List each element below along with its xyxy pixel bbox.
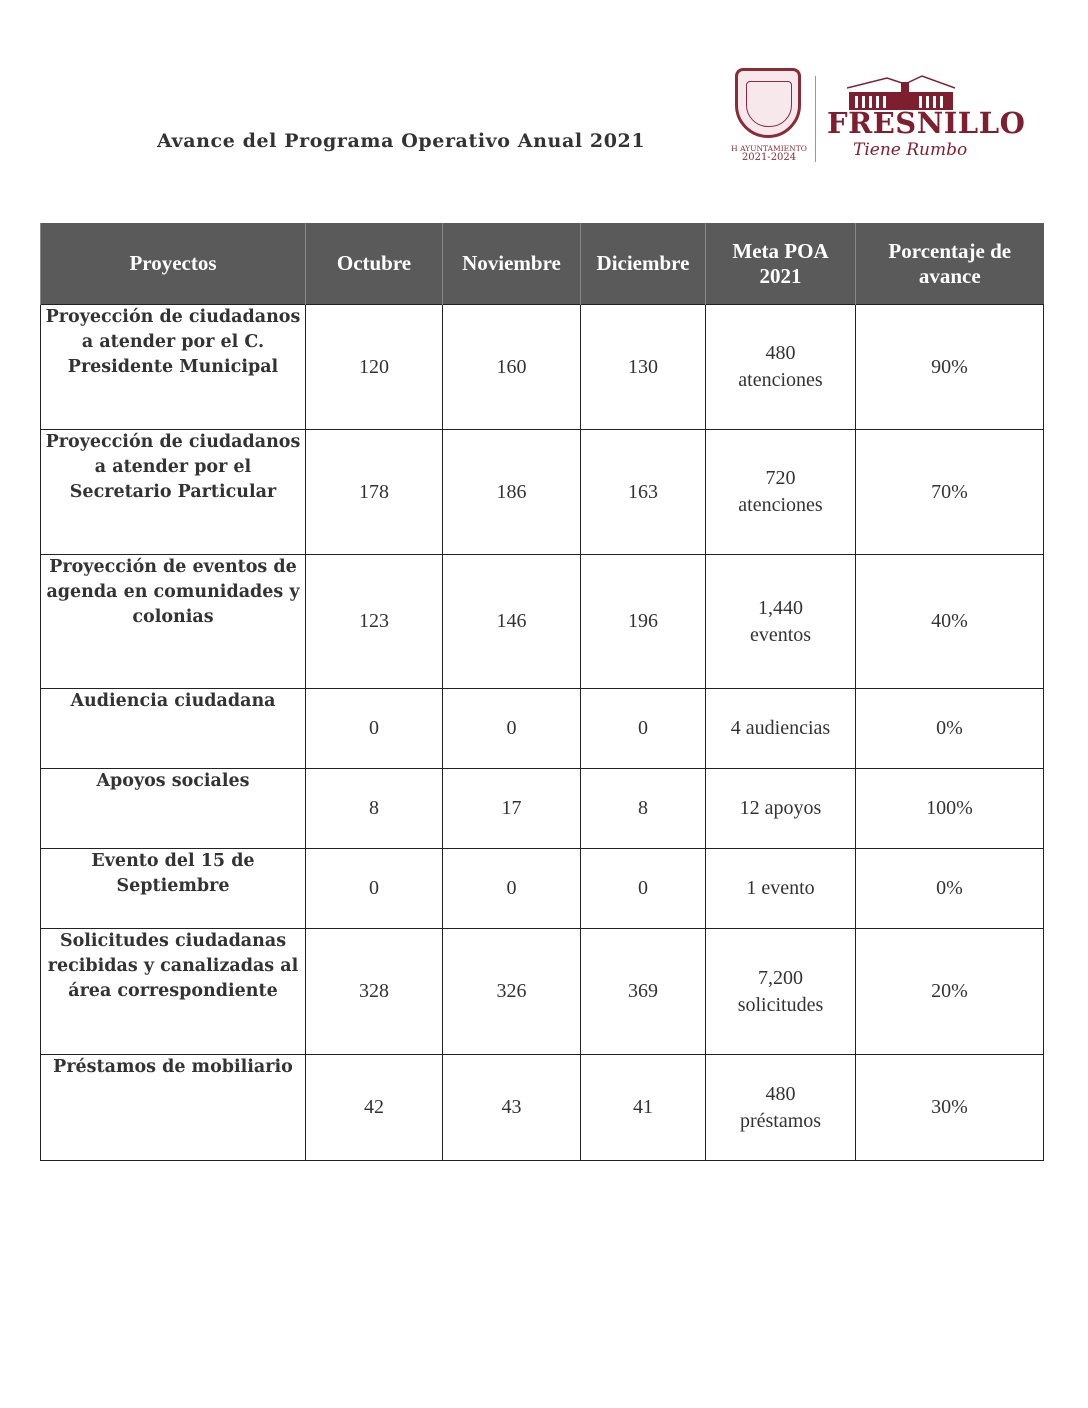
cell-noviembre: 160 [443,305,581,430]
cell-porcentaje: 70% [856,430,1044,555]
cell-porcentaje: 0% [856,849,1044,929]
header-proyectos: Proyectos [41,223,306,305]
cell-octubre: 123 [306,555,443,689]
table-row [41,929,1044,1055]
cell-meta: 720 atenciones [706,430,856,555]
header-meta-poa: Meta POA 2021 [706,223,856,305]
cell-meta: 480 atenciones [706,305,856,430]
cell-noviembre: 43 [443,1055,581,1161]
municipal-seal-icon [735,68,801,138]
cell-diciembre: 0 [581,689,706,769]
cell-project: Préstamos de mobiliario [41,1055,306,1161]
cell-meta: 4 audiencias [706,689,856,769]
cell-meta: 1,440 eventos [706,555,856,689]
page-title: Avance del Programa Operativo Anual 2021 [157,130,646,152]
header-noviembre: Noviembre [443,223,581,305]
table-header-row [41,223,1044,305]
brand-name: FRESNILLO [827,106,1026,140]
header-octubre: Octubre [306,223,443,305]
brand-slogan: Tiene Rumbo [853,140,968,160]
building-skyline-icon [847,74,955,110]
cell-octubre: 178 [306,430,443,555]
cell-noviembre: 0 [443,849,581,929]
cell-diciembre: 41 [581,1055,706,1161]
cell-noviembre: 146 [443,555,581,689]
cell-octubre: 0 [306,849,443,929]
cell-noviembre: 0 [443,689,581,769]
table-row [41,1055,1044,1161]
cell-project: Evento del 15 de Septiembre [41,849,306,929]
cell-diciembre: 369 [581,929,706,1055]
table-row [41,849,1044,929]
cell-octubre: 328 [306,929,443,1055]
cell-porcentaje: 20% [856,929,1044,1055]
cell-noviembre: 186 [443,430,581,555]
table-row [41,689,1044,769]
table-row [41,305,1044,430]
cell-diciembre: 8 [581,769,706,849]
cell-octubre: 42 [306,1055,443,1161]
cell-diciembre: 163 [581,430,706,555]
seal-caption [731,144,807,162]
fresnillo-logo [731,68,1026,168]
seal-years: 2021-2024 [741,152,797,163]
cell-project: Audiencia ciudadana [41,689,306,769]
cell-project: Proyección de ciudadanos a atender por el C. Presidente Municipal [41,305,306,430]
header-diciembre: Diciembre [581,223,706,305]
table-row [41,555,1044,689]
cell-project: Apoyos sociales [41,769,306,849]
cell-noviembre: 17 [443,769,581,849]
cell-project: Solicitudes ciudadanas recibidas y canalizadas al área correspondiente [41,929,306,1055]
cell-octubre: 120 [306,305,443,430]
cell-project: Proyección de ciudadanos a atender por el Secretario Particular [41,430,306,555]
cell-octubre: 0 [306,689,443,769]
cell-porcentaje: 30% [856,1055,1044,1161]
cell-porcentaje: 90% [856,305,1044,430]
seal-text: H AYUNTAMIENTO [731,144,807,153]
cell-meta: 12 apoyos [706,769,856,849]
cell-diciembre: 0 [581,849,706,929]
cell-meta: 1 evento [706,849,856,929]
cell-octubre: 8 [306,769,443,849]
poa-progress-table [40,223,1044,1161]
cell-meta: 7,200 solicitudes [706,929,856,1055]
cell-project: Proyección de eventos de agenda en comunidades y colonias [41,555,306,689]
cell-porcentaje: 0% [856,689,1044,769]
cell-meta: 480 préstamos [706,1055,856,1161]
header-porcentaje: Porcentaje de avance [856,223,1044,305]
table-row [41,769,1044,849]
cell-noviembre: 326 [443,929,581,1055]
cell-diciembre: 196 [581,555,706,689]
cell-porcentaje: 40% [856,555,1044,689]
cell-porcentaje: 100% [856,769,1044,849]
logo-divider [815,76,816,162]
table-row [41,430,1044,555]
cell-diciembre: 130 [581,305,706,430]
